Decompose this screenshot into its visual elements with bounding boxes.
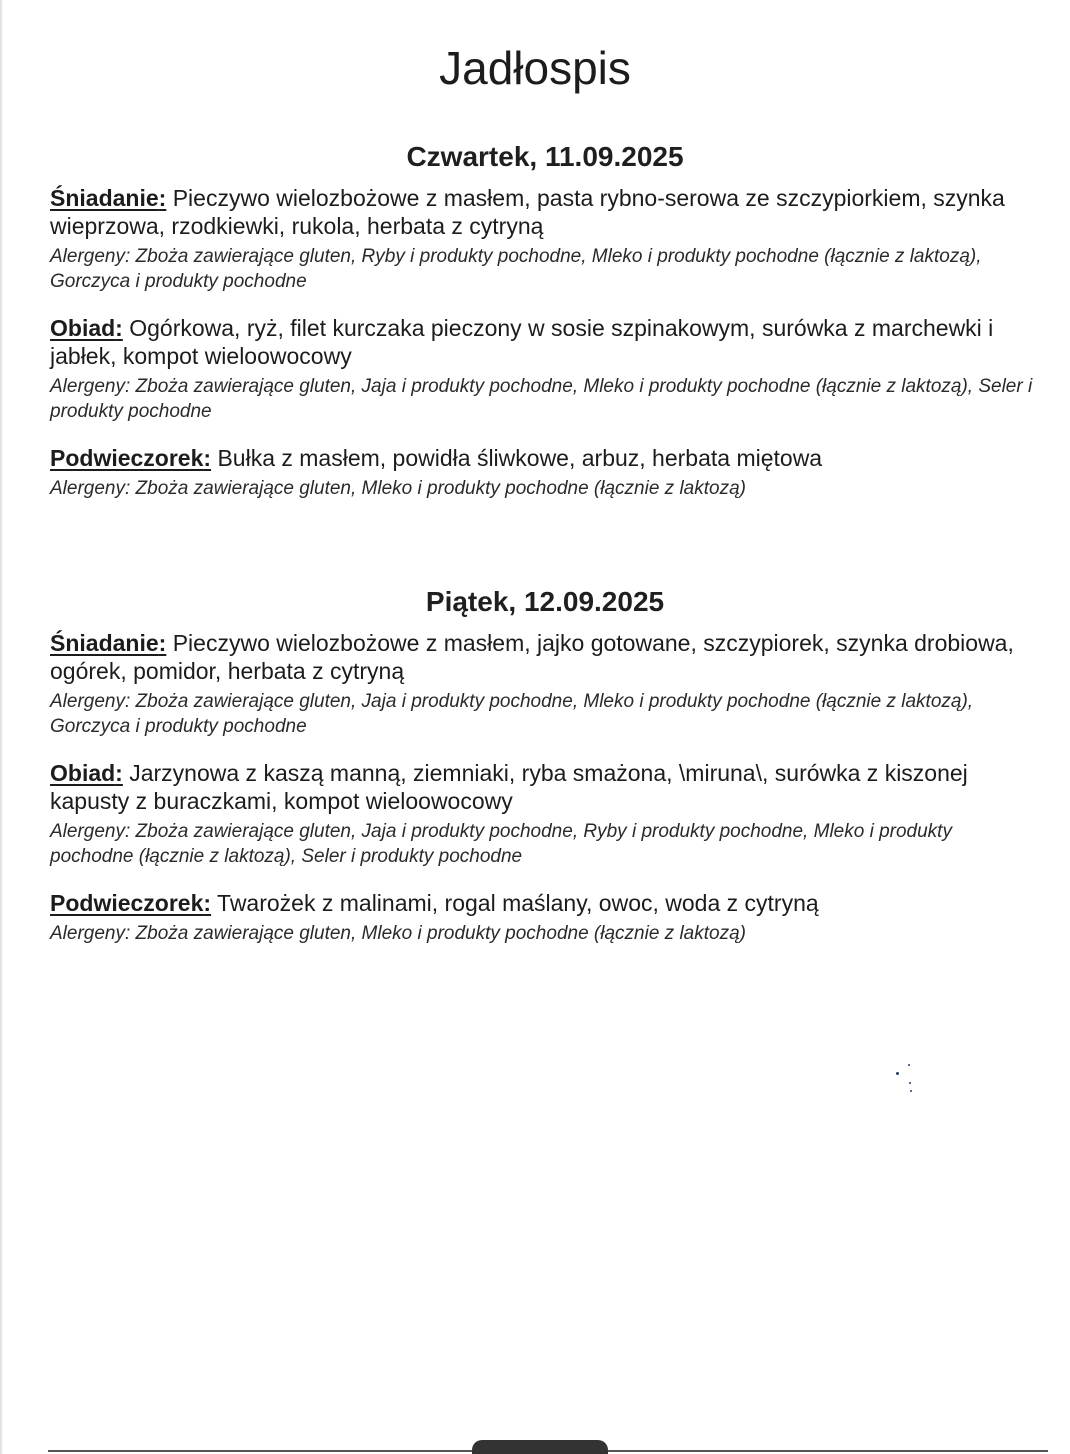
meal-snack xyxy=(50,444,1040,501)
meal-name: Śniadanie xyxy=(50,630,159,656)
page-title: Jadłospis xyxy=(439,42,631,94)
meal-name-colon: : xyxy=(115,760,123,786)
meal-line xyxy=(50,759,1040,815)
meal-description: Bułka z masłem, powidła śliwkowe, arbuz, herbata miętowa xyxy=(211,445,823,471)
meal-name: Śniadanie xyxy=(50,185,159,211)
meal-line xyxy=(50,629,1040,685)
meal-line xyxy=(50,184,1040,240)
meal-description: Pieczywo wielozbożowe z masłem, jajko gotowane, szczypiorek, szynka drobiowa, ogórek, pomidor, herbata z cytryną xyxy=(50,630,1014,684)
day-heading: Piątek, 12.09.2025 xyxy=(425,586,665,617)
meal-snack xyxy=(50,889,1040,946)
meal-breakfast xyxy=(50,184,1040,294)
speckle-dot xyxy=(909,1082,911,1084)
meal-description: Ogórkowa, ryż, filet kurczaka pieczony w sosie szpinakowym, surówka z marchewki i jabłek, kompot wieloowocowy xyxy=(50,315,994,369)
speckle-dot xyxy=(896,1072,899,1075)
meal-name-colon: : xyxy=(203,890,212,916)
meal-breakfast xyxy=(50,629,1040,739)
meal-line xyxy=(50,444,1040,472)
scroll-handle[interactable] xyxy=(472,1440,608,1454)
meal-name: Obiad xyxy=(50,760,116,786)
scan-speckles xyxy=(890,1060,930,1100)
meal-allergens: Alergeny: Zboża zawierające gluten, Mleko i produkty pochodne (łącznie z laktozą) xyxy=(50,923,746,944)
speckle-dot xyxy=(910,1090,912,1092)
day-section-friday xyxy=(50,585,1040,966)
meal-description: Twarożek z malinami, rogal maślany, owoc, woda z cytryną xyxy=(211,890,819,916)
meal-name: Podwieczorek xyxy=(50,445,204,471)
meal-lunch xyxy=(50,314,1040,424)
scan-edge-shadow xyxy=(0,0,3,1454)
meal-allergens: Alergeny: Zboża zawierające gluten, Ryby i produkty pochodne, Mleko i produkty pochodne (łącznie z laktozą), Gorczyca i produkty pochodne xyxy=(50,246,982,292)
meal-name: Obiad xyxy=(50,315,116,341)
meal-name: Podwieczorek xyxy=(50,890,204,916)
meal-description: Pieczywo wielozbożowe z masłem, pasta rybno-serowa ze szczypiorkiem, szynka wieprzowa, rzodkiewki, rukola, herbata z cytryną xyxy=(50,185,1005,239)
day-section-thursday xyxy=(50,140,1040,521)
meal-line xyxy=(50,314,1040,370)
meal-name-colon: : xyxy=(203,445,212,471)
meal-name-colon: : xyxy=(158,630,167,656)
speckle-dot xyxy=(908,1064,910,1066)
meal-allergens: Alergeny: Zboża zawierające gluten, Jaja i produkty pochodne, Mleko i produkty pochodne (łącznie z laktozą), Gorczyca i produkty pochodne xyxy=(50,691,974,737)
meal-name-colon: : xyxy=(158,185,167,211)
meal-description: Jarzynowa z kaszą manną, ziemniaki, ryba smażona, \miruna\, surówka z kiszonej kapusty z buraczkami, kompot wieloowocowy xyxy=(50,760,968,814)
meal-lunch xyxy=(50,759,1040,869)
meal-allergens: Alergeny: Zboża zawierające gluten, Jaja i produkty pochodne, Ryby i produkty pochodne, Mleko i produkty pochodne (łącznie z laktozą), Seler i produkty pochodne xyxy=(50,821,952,867)
meal-name-colon: : xyxy=(115,315,123,341)
day-heading: Czwartek, 11.09.2025 xyxy=(406,141,684,172)
meal-line xyxy=(50,889,1040,917)
meal-allergens: Alergeny: Zboża zawierające gluten, Jaja i produkty pochodne, Mleko i produkty pochodne (łącznie z laktozą), Seler i produkty pochodne xyxy=(50,376,1033,422)
meal-allergens: Alergeny: Zboża zawierające gluten, Mleko i produkty pochodne (łącznie z laktozą) xyxy=(50,478,746,499)
